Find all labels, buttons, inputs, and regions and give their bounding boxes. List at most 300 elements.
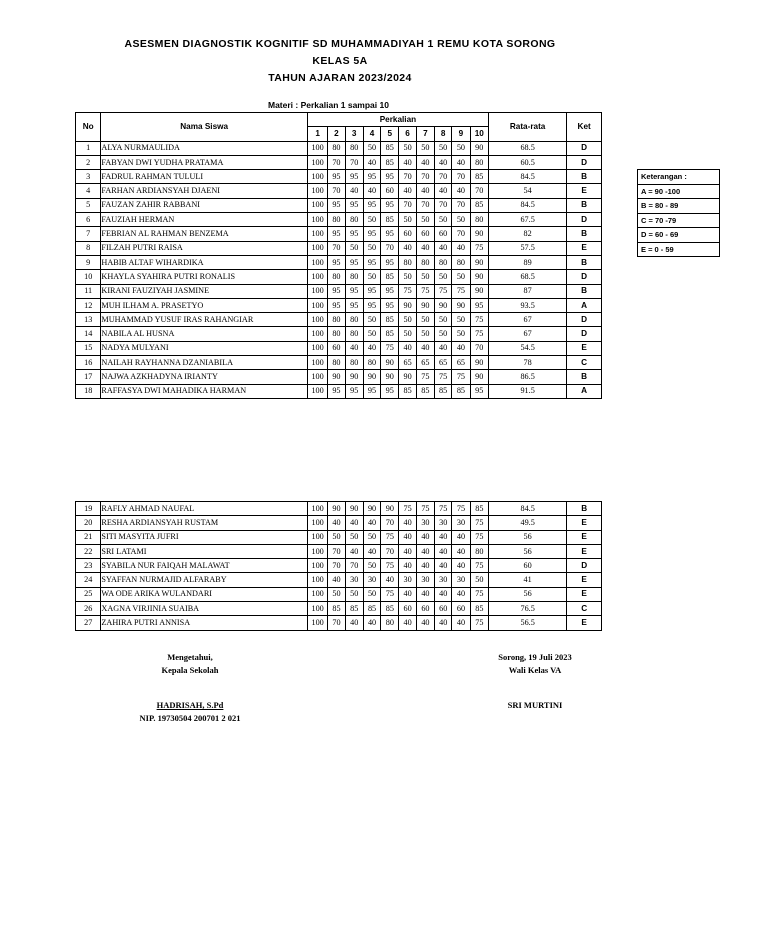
row-no: 14	[76, 327, 101, 341]
score-cell: 30	[416, 573, 434, 587]
score-cell: 90	[470, 370, 488, 384]
average-cell: 56.5	[488, 616, 566, 630]
score-cell: 30	[452, 573, 470, 587]
score-cell: 95	[345, 255, 363, 269]
score-cell: 50	[452, 213, 470, 227]
row-no: 3	[76, 170, 101, 184]
score-cell: 85	[470, 502, 488, 516]
score-cell: 75	[452, 502, 470, 516]
score-cell: 40	[399, 155, 416, 169]
average-cell: 87	[488, 284, 566, 298]
score-cell: 40	[363, 184, 380, 198]
score-cell: 85	[381, 141, 399, 155]
score-cell: 90	[328, 370, 345, 384]
score-cell: 30	[435, 573, 452, 587]
score-cell: 40	[452, 155, 470, 169]
score-cell: 50	[363, 213, 380, 227]
average-cell: 41	[488, 573, 566, 587]
score-cell: 50	[416, 141, 434, 155]
average-cell: 56	[488, 544, 566, 558]
average-cell: 84.5	[488, 170, 566, 184]
score-cell: 60	[452, 602, 470, 616]
student-row	[76, 516, 602, 530]
score-cell: 90	[381, 502, 399, 516]
row-no: 21	[76, 530, 101, 544]
row-no: 27	[76, 616, 101, 630]
score-cell: 60	[416, 227, 434, 241]
score-cell: 100	[307, 213, 327, 227]
score-cell: 100	[307, 141, 327, 155]
score-cell: 85	[470, 170, 488, 184]
score-cell: 30	[363, 573, 380, 587]
student-row	[76, 213, 602, 227]
score-cell: 95	[381, 284, 399, 298]
scores-table-2	[75, 501, 602, 631]
student-row	[76, 341, 602, 355]
score-cell: 40	[416, 155, 434, 169]
score-cell: 75	[470, 327, 488, 341]
row-no: 10	[76, 270, 101, 284]
doc-title: ASESMEN DIAGNOSTIK KOGNITIF SD MUHAMMADIYAH 1 REMU KOTA SORONG	[124, 38, 556, 50]
score-cell: 70	[328, 559, 345, 573]
score-cell: 70	[328, 184, 345, 198]
score-cell: 70	[328, 155, 345, 169]
score-cell: 40	[416, 184, 434, 198]
ket-cell: D	[567, 559, 602, 573]
row-no: 25	[76, 587, 101, 601]
average-cell: 67	[488, 327, 566, 341]
score-cell: 50	[363, 313, 380, 327]
score-cell: 80	[345, 356, 363, 370]
score-cell: 70	[381, 241, 399, 255]
row-no: 8	[76, 241, 101, 255]
student-name: NAJWA AZKHADYNA IRIANTY	[101, 370, 308, 384]
score-cell: 80	[345, 141, 363, 155]
row-no: 1	[76, 141, 101, 155]
average-cell: 82	[488, 227, 566, 241]
score-cell: 50	[399, 327, 416, 341]
score-cell: 85	[416, 384, 434, 398]
average-cell: 60.5	[488, 155, 566, 169]
score-cell: 50	[435, 141, 452, 155]
score-cell: 75	[399, 284, 416, 298]
score-cell: 75	[416, 284, 434, 298]
score-cell: 70	[399, 198, 416, 212]
score-cell: 50	[363, 587, 380, 601]
score-cell: 85	[381, 270, 399, 284]
score-cell: 100	[307, 198, 327, 212]
legend-title: Keterangan :	[638, 170, 720, 185]
student-row	[76, 356, 602, 370]
score-cell: 40	[435, 616, 452, 630]
average-cell: 89	[488, 255, 566, 269]
score-cell: 100	[307, 587, 327, 601]
ket-cell: B	[567, 370, 602, 384]
score-cell: 40	[399, 530, 416, 544]
legend-item: A = 90 -100	[638, 184, 720, 199]
score-cell: 70	[381, 544, 399, 558]
average-cell: 78	[488, 356, 566, 370]
student-row	[76, 587, 602, 601]
row-no: 6	[76, 213, 101, 227]
score-cell: 40	[345, 341, 363, 355]
score-cell: 85	[470, 198, 488, 212]
student-row	[76, 616, 602, 630]
score-cell: 80	[328, 213, 345, 227]
score-cell: 95	[363, 298, 380, 312]
score-cell: 80	[328, 313, 345, 327]
score-cell: 40	[435, 184, 452, 198]
student-name: HABIB ALTAF WIHARDIKA	[101, 255, 308, 269]
score-cell: 100	[307, 559, 327, 573]
score-cell: 75	[470, 616, 488, 630]
row-no: 11	[76, 284, 101, 298]
score-cell: 70	[435, 198, 452, 212]
score-cell: 100	[307, 313, 327, 327]
student-name: FEBRIAN AL RAHMAN BENZEMA	[101, 227, 308, 241]
row-no: 24	[76, 573, 101, 587]
student-row	[76, 573, 602, 587]
score-cell: 40	[399, 184, 416, 198]
score-cell: 50	[435, 213, 452, 227]
ket-cell: D	[567, 270, 602, 284]
average-cell: 57.5	[488, 241, 566, 255]
student-row	[76, 255, 602, 269]
score-cell: 70	[328, 616, 345, 630]
score-cell: 50	[345, 241, 363, 255]
score-cell: 50	[452, 327, 470, 341]
student-name: FAUZIAH HERMAN	[101, 213, 308, 227]
sig-right-line1: Sorong, 19 Juli 2023	[498, 652, 572, 662]
student-name: NADYA MULYANI	[101, 341, 308, 355]
average-cell: 56	[488, 587, 566, 601]
score-cell: 40	[452, 559, 470, 573]
score-cell: 90	[470, 255, 488, 269]
student-name: MUH ILHAM A. PRASETYO	[101, 298, 308, 312]
score-cell: 40	[452, 241, 470, 255]
score-cell: 95	[363, 255, 380, 269]
score-cell: 100	[307, 502, 327, 516]
score-cell: 80	[328, 270, 345, 284]
scores-table-1	[75, 112, 602, 399]
score-cell: 65	[399, 356, 416, 370]
score-cell: 95	[381, 298, 399, 312]
score-cell: 100	[307, 227, 327, 241]
student-name: FILZAH PUTRI RAISA	[101, 241, 308, 255]
row-no: 9	[76, 255, 101, 269]
score-cell: 30	[452, 516, 470, 530]
score-cell: 95	[381, 170, 399, 184]
row-no: 18	[76, 384, 101, 398]
score-cell: 50	[416, 270, 434, 284]
score-cell: 100	[307, 341, 327, 355]
legend-item: E = 0 - 59	[638, 242, 720, 257]
row-no: 7	[76, 227, 101, 241]
score-cell: 90	[470, 141, 488, 155]
score-cell: 40	[435, 559, 452, 573]
score-cell: 70	[416, 198, 434, 212]
score-cell: 80	[328, 141, 345, 155]
score-cell: 40	[363, 516, 380, 530]
score-cell: 50	[470, 573, 488, 587]
score-cell: 80	[452, 255, 470, 269]
row-no: 17	[76, 370, 101, 384]
score-cell: 100	[307, 384, 327, 398]
score-cell: 75	[435, 284, 452, 298]
score-cell: 90	[328, 502, 345, 516]
score-cell: 65	[416, 356, 434, 370]
score-cell: 40	[363, 616, 380, 630]
score-cell: 50	[363, 559, 380, 573]
header-col: 5	[381, 127, 399, 141]
header-col: 8	[435, 127, 452, 141]
score-cell: 50	[416, 327, 434, 341]
score-cell: 40	[416, 241, 434, 255]
score-cell: 80	[345, 213, 363, 227]
score-cell: 40	[435, 544, 452, 558]
score-cell: 75	[416, 370, 434, 384]
average-cell: 86.5	[488, 370, 566, 384]
legend-item: C = 70 -79	[638, 213, 720, 228]
score-cell: 75	[381, 587, 399, 601]
ket-cell: E	[567, 573, 602, 587]
score-cell: 40	[345, 544, 363, 558]
score-cell: 75	[470, 530, 488, 544]
score-cell: 50	[345, 587, 363, 601]
score-cell: 50	[435, 313, 452, 327]
score-cell: 50	[435, 270, 452, 284]
score-cell: 95	[345, 198, 363, 212]
score-cell: 100	[307, 170, 327, 184]
sig-left-line1: Mengetahui,	[167, 652, 213, 662]
header-col: 4	[363, 127, 380, 141]
ket-cell: B	[567, 284, 602, 298]
score-cell: 85	[363, 602, 380, 616]
score-cell: 85	[381, 213, 399, 227]
ket-cell: E	[567, 184, 602, 198]
score-cell: 40	[416, 616, 434, 630]
student-name: SYAFFAN NURMAJID ALFARABY	[101, 573, 308, 587]
score-cell: 70	[435, 170, 452, 184]
score-cell: 95	[345, 384, 363, 398]
score-cell: 40	[328, 573, 345, 587]
score-cell: 60	[416, 602, 434, 616]
header-col: 2	[328, 127, 345, 141]
student-row	[76, 170, 602, 184]
sig-right-name: SRI MURTINI	[507, 700, 563, 710]
average-cell: 56	[488, 530, 566, 544]
score-cell: 90	[399, 298, 416, 312]
score-cell: 40	[345, 616, 363, 630]
score-cell: 80	[345, 327, 363, 341]
ket-cell: E	[567, 616, 602, 630]
score-cell: 95	[328, 227, 345, 241]
score-cell: 50	[399, 213, 416, 227]
score-cell: 60	[435, 602, 452, 616]
score-cell: 40	[435, 341, 452, 355]
score-cell: 30	[399, 573, 416, 587]
score-cell: 95	[345, 284, 363, 298]
ket-cell: C	[567, 602, 602, 616]
score-cell: 95	[363, 284, 380, 298]
score-cell: 80	[345, 270, 363, 284]
student-name: NAILAH RAYHANNA DZANIABILA	[101, 356, 308, 370]
score-cell: 40	[416, 341, 434, 355]
score-cell: 70	[345, 155, 363, 169]
ket-cell: D	[567, 141, 602, 155]
score-cell: 60	[381, 184, 399, 198]
student-row	[76, 327, 602, 341]
score-cell: 100	[307, 298, 327, 312]
score-cell: 50	[452, 270, 470, 284]
score-cell: 95	[470, 384, 488, 398]
ket-cell: D	[567, 155, 602, 169]
score-cell: 75	[435, 502, 452, 516]
score-cell: 90	[345, 502, 363, 516]
header-perkalian: Perkalian	[307, 113, 488, 127]
header-col: 10	[470, 127, 488, 141]
score-cell: 85	[381, 313, 399, 327]
score-cell: 95	[363, 170, 380, 184]
score-cell: 40	[416, 587, 434, 601]
average-cell: 76.5	[488, 602, 566, 616]
score-cell: 75	[452, 370, 470, 384]
score-cell: 100	[307, 327, 327, 341]
student-name: WA ODE ARIKA WULANDARI	[101, 587, 308, 601]
score-cell: 85	[470, 602, 488, 616]
ket-cell: B	[567, 502, 602, 516]
score-cell: 75	[470, 559, 488, 573]
sig-left-name: HADRISAH, S.Pd	[156, 700, 224, 710]
ket-cell: D	[567, 213, 602, 227]
score-cell: 40	[399, 516, 416, 530]
score-cell: 100	[307, 530, 327, 544]
ket-cell: B	[567, 170, 602, 184]
student-row	[76, 298, 602, 312]
score-cell: 100	[307, 241, 327, 255]
score-cell: 80	[345, 313, 363, 327]
score-cell: 80	[435, 255, 452, 269]
row-no: 5	[76, 198, 101, 212]
score-cell: 65	[435, 356, 452, 370]
score-cell: 95	[345, 298, 363, 312]
header-col: 7	[416, 127, 434, 141]
ket-cell: A	[567, 384, 602, 398]
score-cell: 75	[470, 241, 488, 255]
score-cell: 70	[399, 170, 416, 184]
ket-cell: E	[567, 587, 602, 601]
ket-cell: D	[567, 313, 602, 327]
score-cell: 95	[363, 384, 380, 398]
score-cell: 50	[399, 270, 416, 284]
student-name: ALYA NURMAULIDA	[101, 141, 308, 155]
score-cell: 40	[416, 530, 434, 544]
score-cell: 90	[345, 370, 363, 384]
score-cell: 85	[328, 602, 345, 616]
score-cell: 85	[381, 602, 399, 616]
student-name: SYABILA NUR FAIQAH MALAWAT	[101, 559, 308, 573]
score-cell: 75	[470, 313, 488, 327]
score-cell: 80	[470, 544, 488, 558]
student-name: FAUZAN ZAHIR RABBANI	[101, 198, 308, 212]
student-row	[76, 227, 602, 241]
student-name: NABILA AL HUSNA	[101, 327, 308, 341]
score-cell: 90	[381, 356, 399, 370]
score-cell: 95	[328, 284, 345, 298]
score-cell: 80	[328, 356, 345, 370]
score-cell: 40	[416, 559, 434, 573]
score-cell: 50	[363, 141, 380, 155]
score-cell: 80	[328, 327, 345, 341]
ket-cell: E	[567, 544, 602, 558]
score-cell: 50	[363, 530, 380, 544]
average-cell: 54	[488, 184, 566, 198]
score-cell: 80	[416, 255, 434, 269]
score-cell: 85	[435, 384, 452, 398]
sig-right-line2: Wali Kelas VA	[508, 665, 562, 675]
student-name: KIRANI FAUZIYAH JASMINE	[101, 284, 308, 298]
score-cell: 40	[363, 544, 380, 558]
ket-cell: A	[567, 298, 602, 312]
average-cell: 60	[488, 559, 566, 573]
score-cell: 50	[435, 327, 452, 341]
sig-left-line2: Kepala Sekolah	[161, 665, 219, 675]
score-cell: 95	[381, 384, 399, 398]
score-cell: 95	[328, 298, 345, 312]
student-name: FARHAN ARDIANSYAH DJAENI	[101, 184, 308, 198]
score-cell: 50	[345, 530, 363, 544]
score-cell: 40	[452, 184, 470, 198]
score-cell: 90	[363, 502, 380, 516]
score-cell: 40	[363, 341, 380, 355]
average-cell: 84.5	[488, 198, 566, 212]
ket-cell: B	[567, 198, 602, 212]
student-row	[76, 155, 602, 169]
student-row	[76, 544, 602, 558]
score-cell: 40	[435, 155, 452, 169]
score-cell: 75	[470, 516, 488, 530]
score-cell: 90	[399, 370, 416, 384]
score-cell: 75	[435, 370, 452, 384]
score-cell: 50	[399, 141, 416, 155]
average-cell: 68.5	[488, 270, 566, 284]
score-cell: 95	[328, 170, 345, 184]
score-cell: 75	[381, 341, 399, 355]
header-col: 3	[345, 127, 363, 141]
student-row	[76, 602, 602, 616]
score-cell: 50	[452, 141, 470, 155]
score-cell: 40	[435, 587, 452, 601]
score-cell: 80	[470, 213, 488, 227]
student-name: FADRUL RAHMAN TULULI	[101, 170, 308, 184]
ket-cell: E	[567, 341, 602, 355]
score-cell: 100	[307, 516, 327, 530]
score-cell: 40	[399, 341, 416, 355]
ket-cell: E	[567, 530, 602, 544]
header-col: 9	[452, 127, 470, 141]
student-name: MUHAMMAD YUSUF IRAS RAHANGIAR	[101, 313, 308, 327]
score-cell: 95	[381, 227, 399, 241]
score-cell: 40	[452, 587, 470, 601]
materi-label: Materi : Perkalian 1 sampai 10	[268, 100, 389, 110]
ket-cell: D	[567, 327, 602, 341]
student-row	[76, 241, 602, 255]
score-cell: 75	[470, 587, 488, 601]
score-cell: 95	[328, 384, 345, 398]
row-no: 13	[76, 313, 101, 327]
score-cell: 40	[381, 573, 399, 587]
score-cell: 90	[470, 284, 488, 298]
